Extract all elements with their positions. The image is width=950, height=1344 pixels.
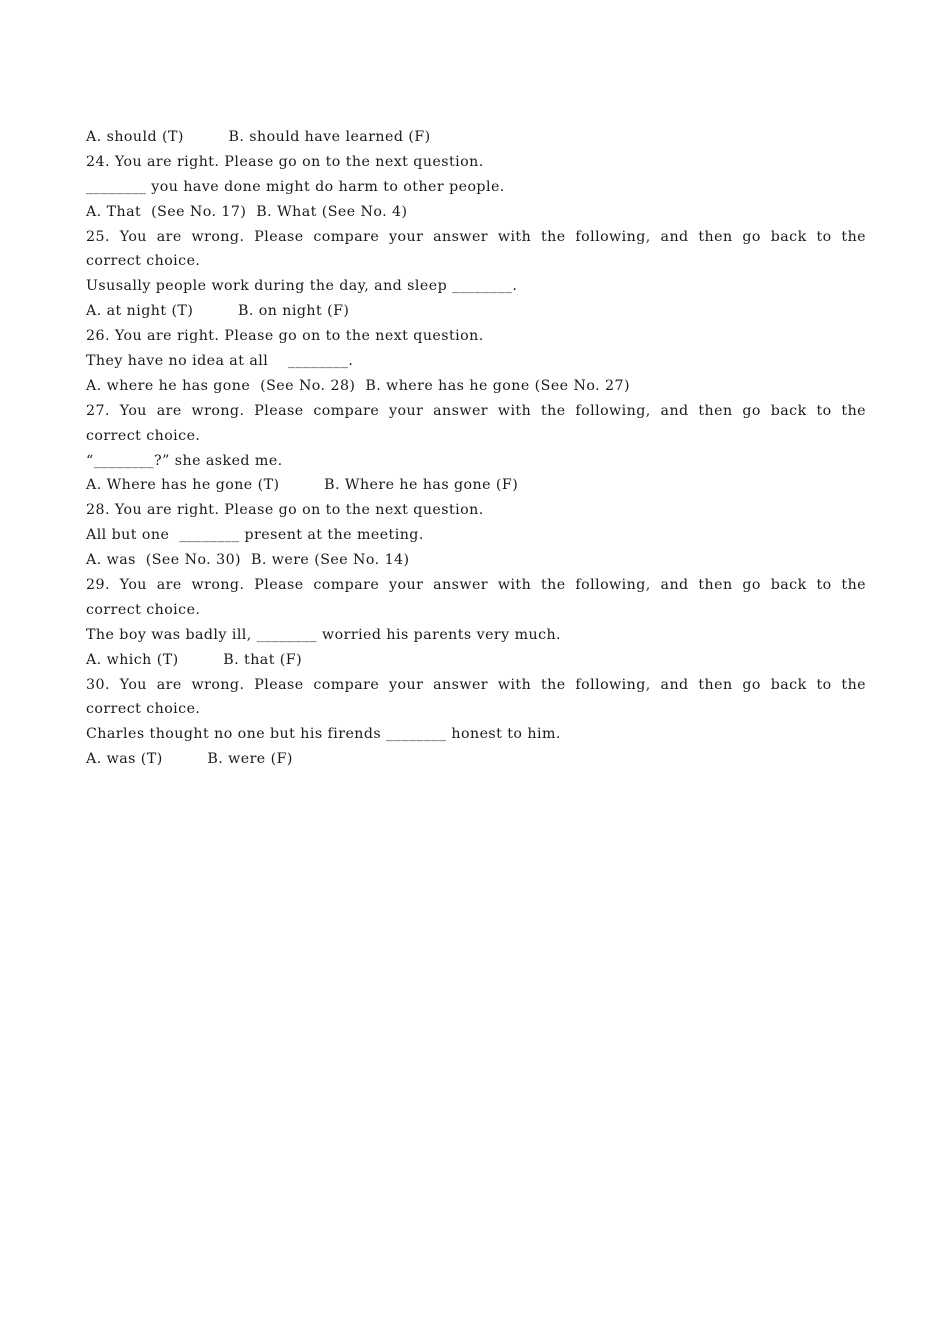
answer-options-29: A. which (T) B. that (F) [86, 651, 303, 668]
feedback-28: 28. You are right. Please go on to the next question. [86, 502, 484, 519]
question-30: Charles thought no one but his firends ________ honest to him. [86, 726, 561, 743]
answer-options-26: A. where he has gone (See No. 28) B. where has he gone (See No. 27) [86, 377, 630, 394]
question-28: All but one ________ present at the meeting. [86, 527, 424, 544]
feedback-30-continued: correct choice. [86, 701, 201, 718]
feedback-27: 27. You are wrong. Please compare your answer with the following, and then go back to the [86, 402, 866, 419]
feedback-25: 25. You are wrong. Please compare your answer with the following, and then go back to the [86, 228, 866, 245]
question-25: Ususally people work during the day, and sleep ________. [86, 278, 518, 295]
feedback-24: 24. You are right. Please go on to the next question. [86, 153, 484, 170]
answer-options-27: A. Where has he gone (T) B. Where he has gone (F) [86, 477, 519, 494]
document-page [86, 125, 866, 772]
answer-options-30: A. was (T) B. were (F) [86, 751, 293, 768]
feedback-29: 29. You are wrong. Please compare your answer with the following, and then go back to the [86, 577, 866, 594]
answer-options-28: A. was (See No. 30) B. were (See No. 14) [86, 552, 410, 569]
feedback-29-continued: correct choice. [86, 601, 201, 618]
question-29: The boy was badly ill, ________ worried his parents very much. [86, 626, 562, 643]
answer-options-25: A. at night (T) B. on night (F) [86, 303, 350, 320]
answer-options-23: A. should (T) B. should have learned (F) [86, 129, 431, 145]
question-26: They have no idea at all ________. [86, 353, 354, 370]
feedback-30: 30. You are wrong. Please compare your answer with the following, and then go back to the [86, 676, 866, 693]
feedback-25-continued: correct choice. [86, 253, 201, 270]
question-24: ________ you have done might do harm to other people. [86, 178, 505, 195]
question-27: “________?” she asked me. [86, 452, 283, 469]
answer-options-24: A. That (See No. 17) B. What (See No. 4) [86, 203, 408, 220]
feedback-26: 26. You are right. Please go on to the next question. [86, 328, 484, 345]
feedback-27-continued: correct choice. [86, 427, 201, 444]
